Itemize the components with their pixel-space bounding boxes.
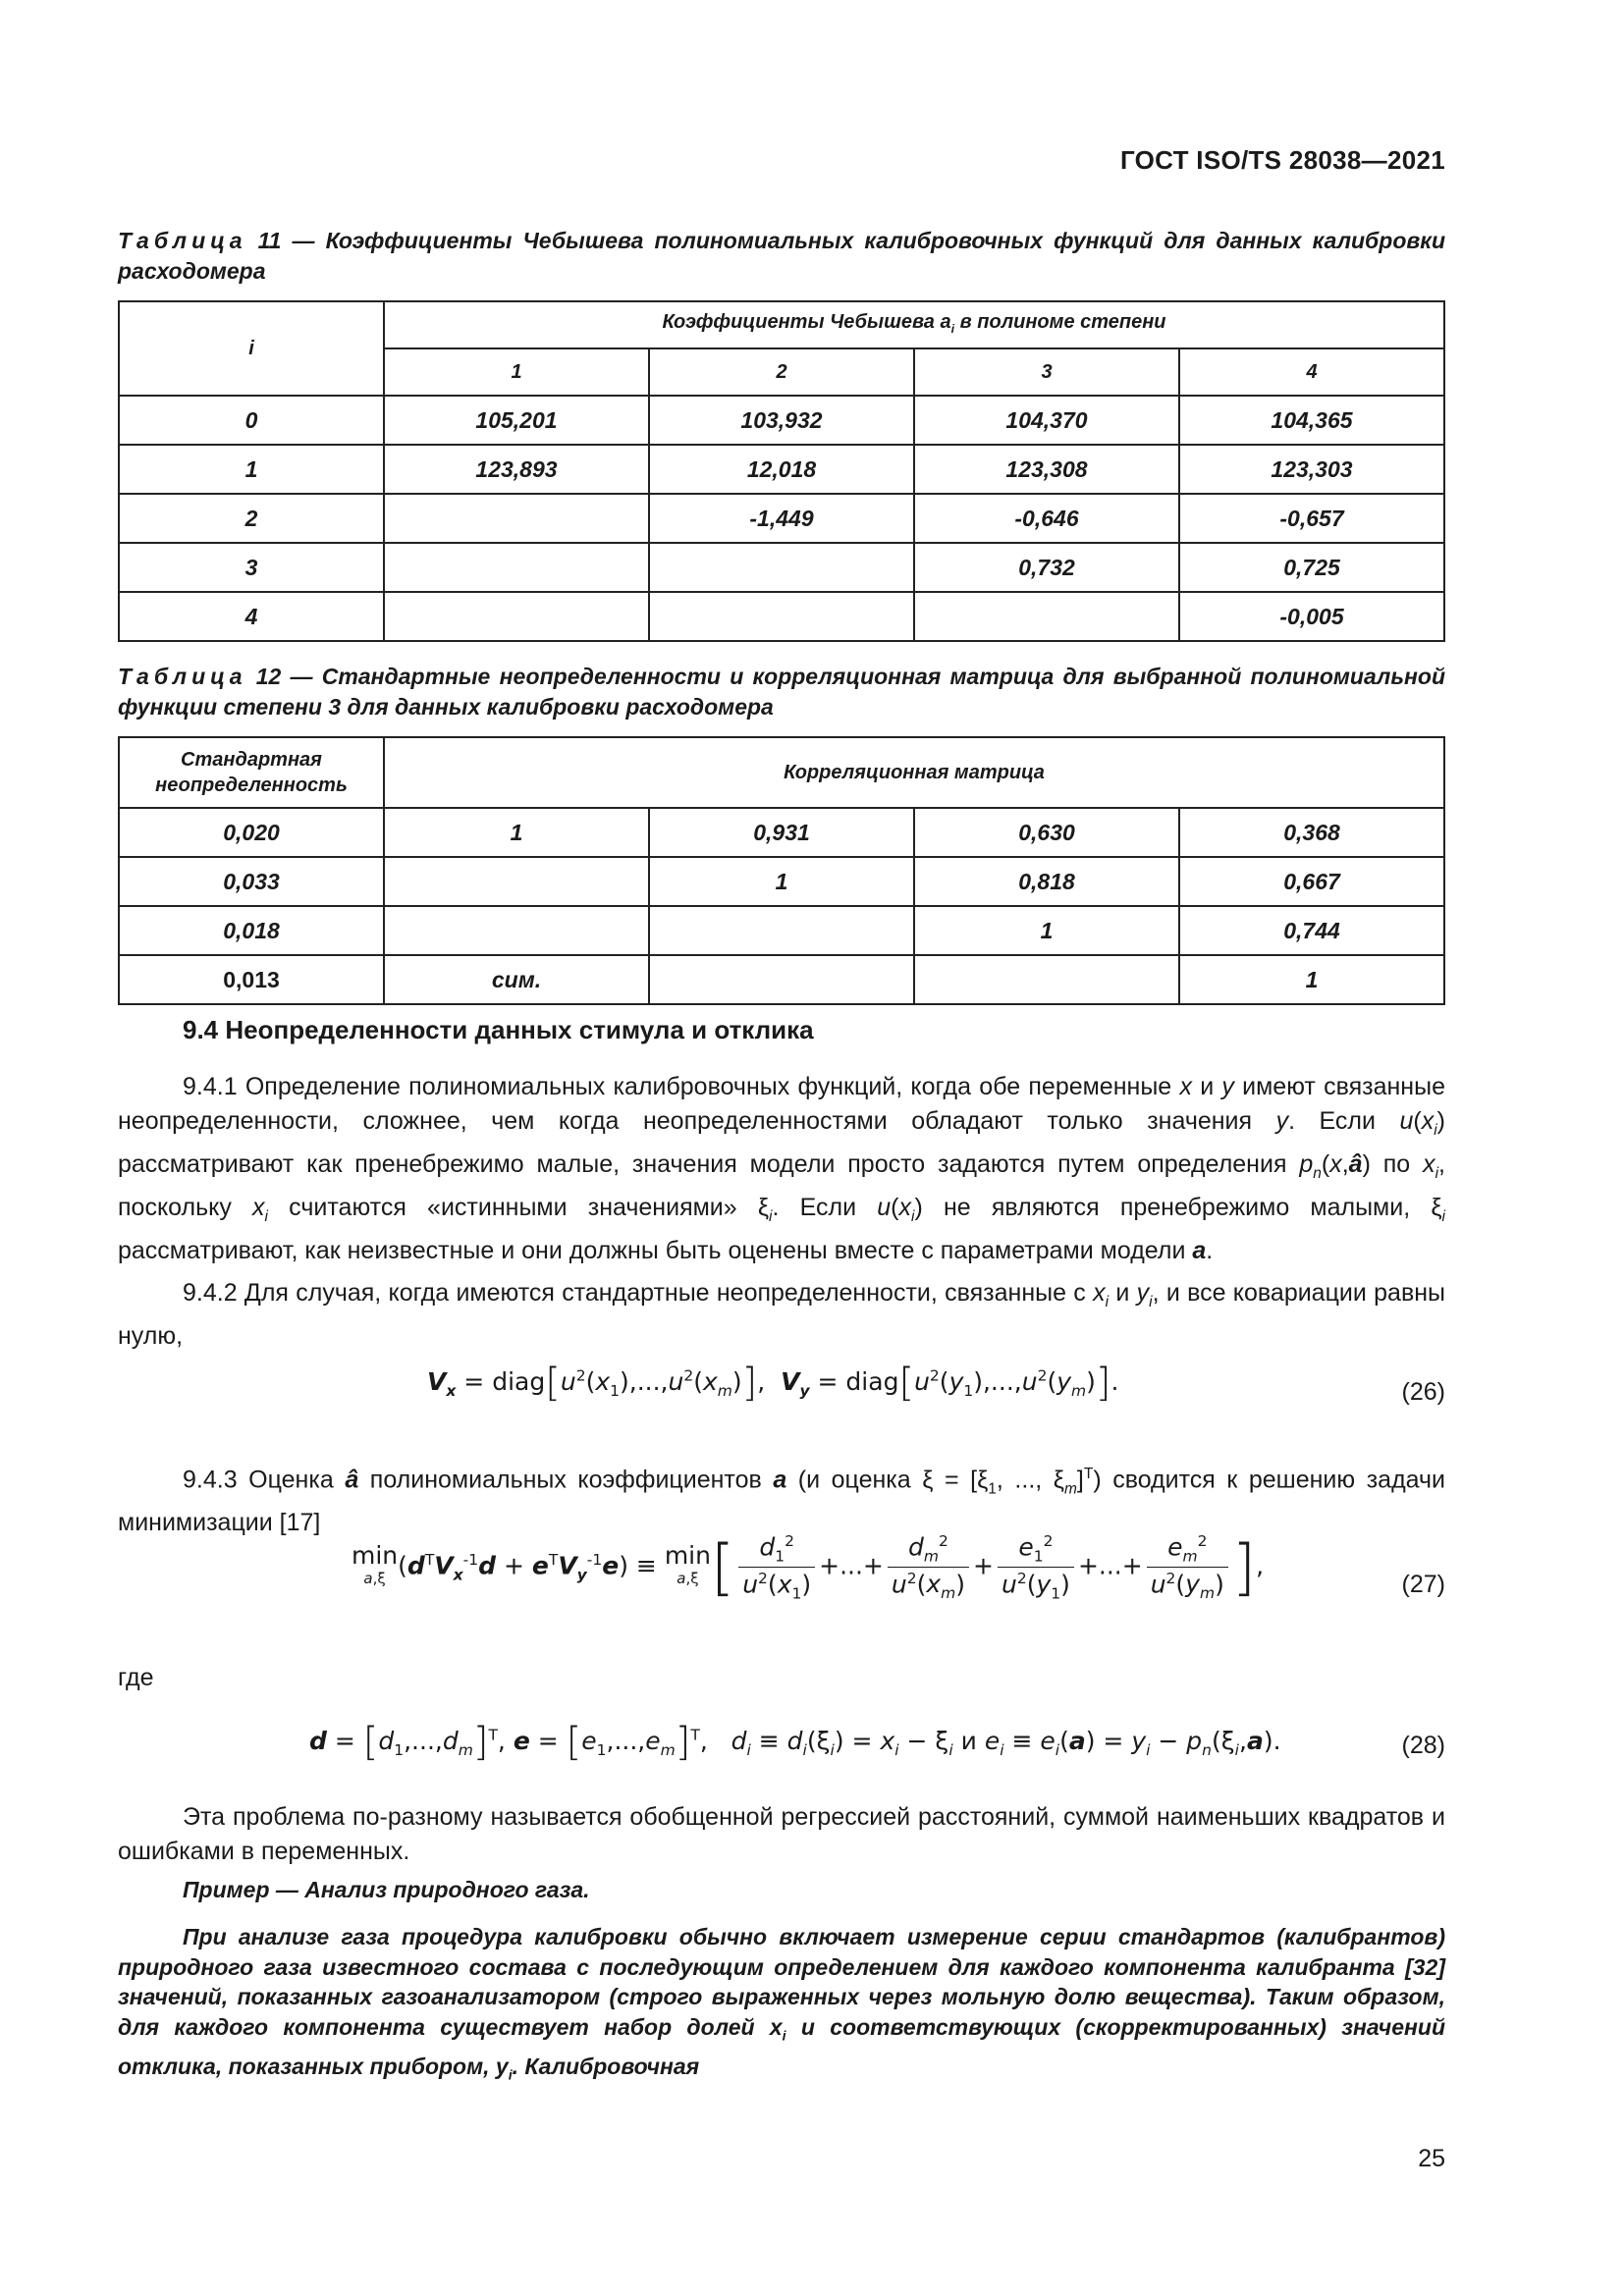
table-cell: 4 [119,592,384,641]
equation-number-27: (27) [1401,1571,1445,1598]
table-cell: 0,368 [1179,808,1444,857]
table-cell: 12,018 [649,445,914,494]
table-cell: 104,370 [914,396,1179,445]
table-row [119,445,1444,494]
table-cell [649,543,914,592]
table11-caption-text: 11 — Коэффициенты Чебышева полиномиальных калибровочных функций для данных калибровки расходомера [118,228,1445,284]
table11-caption [118,226,1445,287]
equation-number-26: (26) [1401,1378,1445,1406]
table-row [119,494,1444,543]
table-row [119,955,1444,1004]
table-row [119,543,1444,592]
table-cell: 123,303 [1179,445,1444,494]
table11-degree-header: 2 [649,348,914,396]
table-cell: 0 [119,396,384,445]
table-cell [384,857,649,906]
table-cell: -1,449 [649,494,914,543]
paragraph-9-4-2: 9.4.2 Для случая, когда имеются стандартные неопределенности, связанные с $x_i$ и $y_i$, и все ковариации равны нулю, [118,1279,1445,1350]
document-id: ГОСТ ISO/TS 28038—2021 [1119,145,1445,175]
table11-degree-header: 3 [914,348,1179,396]
section-title: 9.4 Неопределенности данных стимула и отклика [183,1015,814,1044]
table-cell: -0,005 [1179,592,1444,641]
table-cell [384,592,649,641]
table-cell: 2 [119,494,384,543]
table12-col-std: Стандартная неопределенность [119,737,384,808]
table-cell: сим. [384,955,649,1004]
table12-label: Таблица [118,664,247,689]
table-row [119,808,1444,857]
table-cell: 104,365 [1179,396,1444,445]
table11-degree-header: 1 [384,348,649,396]
table-cell: -0,646 [914,494,1179,543]
table-cell: 123,893 [384,445,649,494]
table11-col-i: i [119,301,384,396]
table-cell: 0,725 [1179,543,1444,592]
table-cell [384,543,649,592]
table-cell: 0,744 [1179,906,1444,955]
example-title: Пример — Анализ природного газа. [183,1877,590,1902]
table-cell: 0,020 [119,808,384,857]
table-cell [384,906,649,955]
page-number: 25 [1418,2145,1445,2172]
table-row [119,857,1444,906]
equation-27: min a,ξ $(d^TV_x^{-1}d + e^TV_y^{-1}e) \equiv \min$ a,ξ [ $\frac{d_1^2}{u^2(x_1)}$ +...+ $\frac{d_m^2}{u^2(x_m)}$ + $\frac{e_1^2}{u^2(y_1)}$ +...+ $\frac{e_m^2}{u^2(y_m)}$ ], [352,1531,1265,1603]
table-cell: 3 [119,543,384,592]
table-cell: 103,932 [649,396,914,445]
equation-26: $V_x$ = $diag[u^2(x_1),...,u^2(x_m)]$, $V_y$ = $diag[u^2(y_1),...,u^2(y_m)]$. [427,1361,1119,1406]
table-cell: 0,630 [914,808,1179,857]
table12-col-corr: Корреляционная матрица [384,737,1444,808]
table11-group-header: Коэффициенты Чебышева $a_i$ в полиноме степени [384,301,1444,348]
table-cell: 123,308 [914,445,1179,494]
table12 [118,736,1445,1005]
table12-caption [118,662,1445,722]
table-cell: 0,018 [119,906,384,955]
table-cell: 0,732 [914,543,1179,592]
table-cell [914,592,1179,641]
table-cell [649,906,914,955]
table-cell: 0,033 [119,857,384,906]
table12-caption-text: 12 — Стандартные неопределенности и корреляционная матрица для выбранной полиномиальной функции степени 3 для данных калибровки расходомера [118,664,1445,720]
table-cell [384,494,649,543]
equation-28: $d = [d_1,...,d_m]^T$, $e = [e_1,...,e_m]^T$, $d_i \equiv d_i(\xi_i) = x_i - \xi_i$ и $e_i \equiv e_i(a) = y_i - p_n(\xi_i,a)$. [309,1720,1281,1765]
table-cell: 0,013 [119,955,384,1004]
table-row [119,396,1444,445]
table-cell: 0,931 [649,808,914,857]
where-label: где [118,1664,154,1691]
table-cell: -0,657 [1179,494,1444,543]
table-row [119,592,1444,641]
table-cell: 0,667 [1179,857,1444,906]
table-cell: 1 [384,808,649,857]
table-cell: 105,201 [384,396,649,445]
paragraph-9-4-1: 9.4.1 Определение полиномиальных калибровочных функций, когда обе переменные x и y имеют связанные неопределенности, сложнее, чем когда неопределенностями обладают только значения y. Если $u(x_i)$ рассматривают как пренебрежимо малые, значения модели просто задаются путем определения $p_n(x,â)$ по $x_i$, поскольку $x_i$ считаются «истинными значениями» $\xi_i$. Если $u(x_i)$ не являются пренебрежимо малыми, $\xi_i$ рассматривают, как неизвестные и они должны быть оценены вместе с параметрами модели a. [118,1073,1445,1264]
table11 [118,300,1445,642]
table-cell: 1 [914,906,1179,955]
table-row [119,906,1444,955]
table-cell [649,955,914,1004]
table-cell [914,955,1179,1004]
table11-label: Таблица [118,228,247,253]
table-cell: 1 [1179,955,1444,1004]
table-cell [649,592,914,641]
equation-number-28: (28) [1401,1732,1445,1759]
table11-degree-header: 4 [1179,348,1444,396]
paragraph-9-4-3: 9.4.3 Оценка â полиномиальных коэффициентов a (и оценка $\xi = [\xi_1$, ..., $\xi_m]^T$) сводится к решению задачи минимизации [17] [118,1466,1446,1537]
example-text: При анализе газа процедура калибровки обычно включает измерение серии стандартов (калибрантов) природного газа известного состава с последующим определением для каждого компонента калибранта [32] значений, показанных газоанализатором (строго выраженных через мольную долю вещества). Таким образом, для каждого компонента существует набор долей $x_i$ и соответствующих (скорректированных) значений отклика, показанных прибором, $y_i$. Калибровочная [118,1924,1445,2084]
paragraph-conclusion: Эта проблема по-разному называется обобщенной регрессией расстояний, суммой наименьших квадратов и ошибками в переменных. [118,1803,1445,1865]
table-cell: 1 [649,857,914,906]
table-cell: 0,818 [914,857,1179,906]
table-cell: 1 [119,445,384,494]
